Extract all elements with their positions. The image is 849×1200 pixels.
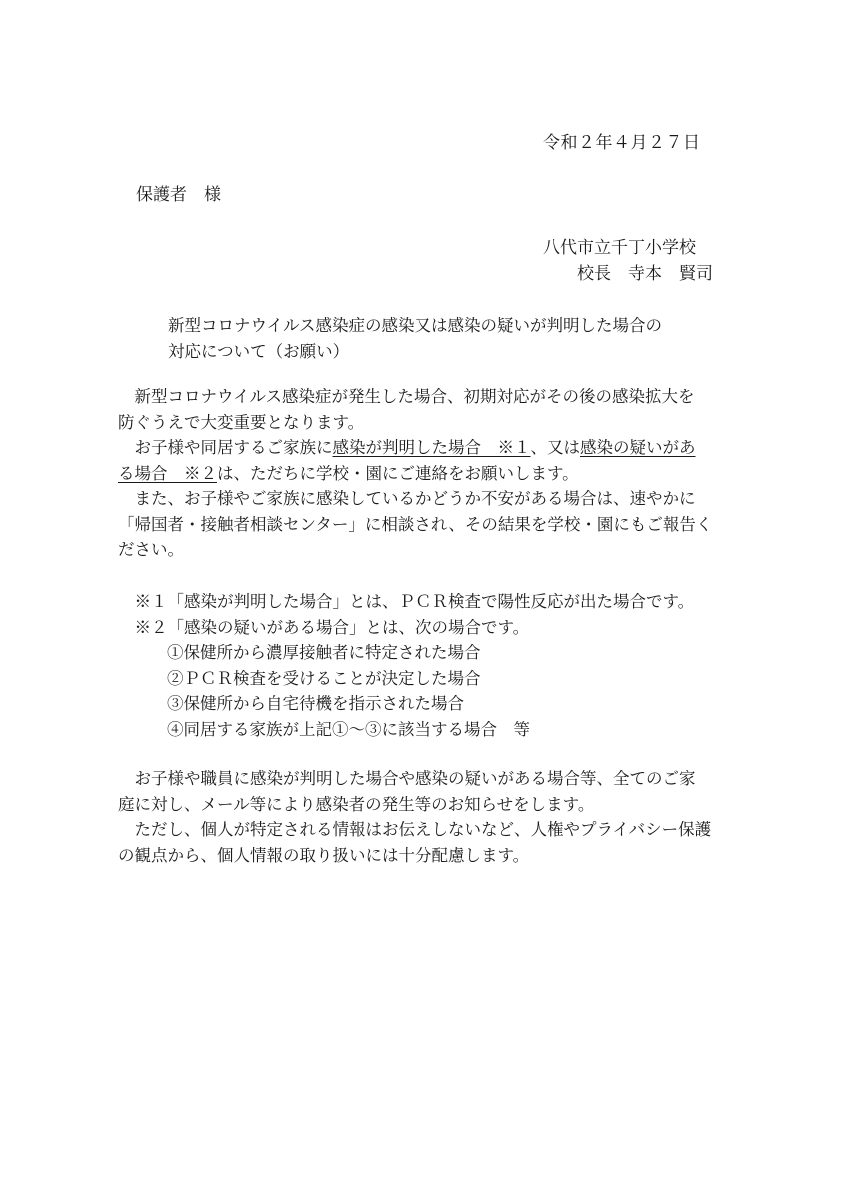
note-item: ④同居する家族が上記①～③に該当する場合 等 — [167, 719, 530, 739]
body1-line-5: また、お子様やご家族に感染しているかどうか不安がある場合は、速やかに — [118, 489, 696, 508]
note-1: ※１「感染が判明した場合」とは、ＰＣＲ検査で陽性反応が出た場合です。 — [118, 592, 695, 611]
addressee: 保護者 様 — [136, 185, 221, 205]
body1-line-6: 「帰国者・接触者相談センター」に相談され、その結果を学校・園にもご報告く — [118, 514, 713, 534]
body1-line-2: 防ぐうえで大変重要となります。 — [118, 412, 365, 432]
body2-line-3: ただし、個人が特定される情報はお伝えしないなど、人権やプライバシー保護 — [118, 820, 712, 839]
underlined-infection-suspected-start: 感染の疑いがあ — [580, 438, 696, 457]
body1-line-7: ださい。 — [118, 540, 184, 559]
note-item: ②ＰＣＲ検査を受けることが決定した場合 — [167, 668, 481, 688]
body2-line-1: お子様や職員に感染が判明した場合や感染の疑いがある場合等、全てのご家 — [118, 769, 696, 788]
body1-line-4 — [118, 461, 712, 487]
title-line-1: 新型コロナウイルス感染症の感染又は感染の疑いが判明した場合の — [168, 316, 663, 335]
body1-line-4-part-b: は、ただちに学校・園にご連絡をお願いします。 — [217, 463, 579, 483]
note-item: ③保健所から自宅待機を指示された場合 — [167, 694, 464, 713]
body2-line-4: の観点から、個人情報の取り扱いには十分配慮します。 — [118, 845, 530, 865]
underlined-infection-suspected-end: る場合 ※２ — [118, 463, 217, 483]
body1-line-1: 新型コロナウイルス感染症が発生した場合、初期対応がその後の感染拡大を — [118, 387, 695, 406]
body-paragraph-2 — [118, 766, 711, 868]
underlined-infection-confirmed: 感染が判明した場合 ※１ — [332, 438, 531, 457]
body-paragraph-1 — [118, 384, 712, 563]
body2-line-2: 庭に対し、メール等により感染者の発生等のお知らせをします。 — [118, 794, 595, 814]
body1-line-3 — [118, 435, 712, 461]
notes-section — [118, 589, 694, 742]
body1-line-3-part-a: お子様や同居するご家族に — [118, 438, 333, 457]
note-item: ①保健所から濃厚接触者に特定された場合 — [167, 643, 481, 662]
body1-line-3-part-b: 、又は — [530, 438, 580, 457]
sender-principal: 校長 寺本 賢司 — [577, 264, 713, 284]
document-title — [168, 313, 662, 365]
sender-school: 八代市立千丁小学校 — [543, 238, 696, 258]
title-line-2: 対応について（お願い） — [168, 342, 350, 361]
note-2: ※２「感染の疑いがある場合」とは、次の場合です。 — [118, 617, 530, 637]
document-date: 令和２年４月２７日 — [543, 133, 701, 153]
